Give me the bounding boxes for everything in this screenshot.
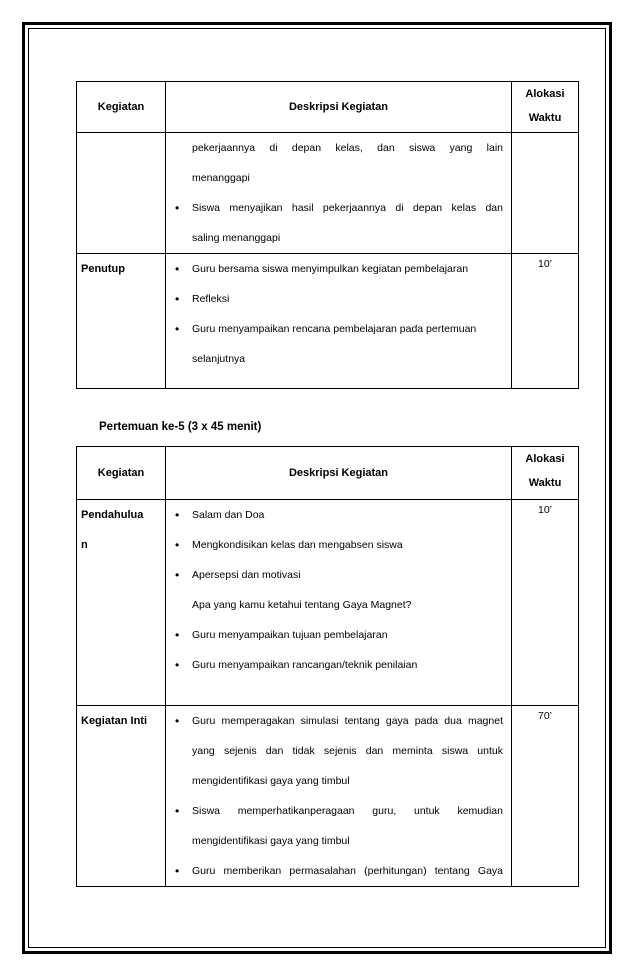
header-kegiatan: Kegiatan bbox=[77, 447, 166, 500]
header-deskripsi: Deskripsi Kegiatan bbox=[166, 82, 512, 133]
list-item: • Mengkondisikan kelas dan mengabsen siswa bbox=[166, 530, 511, 560]
activity-table-2 bbox=[76, 446, 579, 887]
kegiatan-cell: Kegiatan Inti bbox=[77, 706, 166, 887]
waktu-cell: 70’ bbox=[512, 706, 579, 887]
deskripsi-cell bbox=[166, 500, 512, 706]
header-kegiatan: Kegiatan bbox=[77, 82, 166, 133]
list-item: selanjutnya bbox=[192, 353, 246, 365]
waktu-cell: 10’ bbox=[512, 500, 579, 706]
list-item: • Apersepsi dan motivasi bbox=[166, 560, 511, 590]
header-alokasi: Alokasi Waktu bbox=[512, 447, 579, 500]
deskripsi-cell bbox=[166, 133, 512, 254]
list-item: • Refleksi bbox=[166, 284, 511, 314]
section-title: Pertemuan ke-5 (3 x 45 menit) bbox=[99, 421, 262, 433]
list-item: • Siswa memperhatikanperagaan guru, untuk kemudian bbox=[166, 796, 511, 826]
list-item: • Salam dan Doa bbox=[166, 500, 511, 530]
list-item: mengidentifikasi gaya yang timbul bbox=[192, 835, 350, 847]
kegiatan-cell-empty bbox=[77, 133, 166, 254]
list-item: • Guru bersama siswa menyimpulkan kegiatan pembelajaran bbox=[166, 254, 511, 284]
kegiatan-cell: Pendahulua n bbox=[77, 500, 166, 706]
deskripsi-cell bbox=[166, 706, 512, 887]
table-row-pendahuluan bbox=[77, 500, 579, 706]
waktu-cell-empty bbox=[512, 133, 579, 254]
kegiatan-cell: Penutup bbox=[77, 254, 166, 389]
list-item: • Guru memberikan permasalahan (perhitungan) tentang Gaya bbox=[166, 856, 511, 886]
list-item: menanggapi bbox=[192, 172, 250, 184]
table-row-penutup bbox=[77, 254, 579, 389]
list-item: • Siswa menyajikan hasil pekerjaannya di depan kelas dan bbox=[166, 193, 511, 223]
description-list bbox=[166, 254, 511, 374]
list-item: Apa yang kamu ketahui tentang Gaya Magnet? bbox=[192, 599, 412, 611]
table-row-inti bbox=[77, 706, 579, 887]
list-item: pekerjaannya di depan kelas, dan siswa yang lain bbox=[192, 142, 503, 154]
list-item: saling menanggapi bbox=[192, 232, 281, 244]
deskripsi-cell bbox=[166, 254, 512, 389]
list-item: yang sejenis dan tidak sejenis dan meminta siswa untuk bbox=[192, 745, 503, 757]
description-list bbox=[166, 133, 511, 253]
header-deskripsi: Deskripsi Kegiatan bbox=[166, 447, 512, 500]
list-item: • Guru menyampaikan rancangan/teknik penilaian bbox=[166, 650, 511, 680]
table-header-row bbox=[77, 82, 579, 133]
table-header-row bbox=[77, 447, 579, 500]
description-list bbox=[166, 706, 511, 886]
table-row bbox=[77, 133, 579, 254]
activity-table-1 bbox=[76, 81, 579, 389]
description-list bbox=[166, 500, 511, 680]
list-item: • Guru memperagakan simulasi tentang gaya pada dua magnet bbox=[166, 706, 511, 736]
waktu-cell: 10’ bbox=[512, 254, 579, 389]
list-item: • Guru menyampaikan tujuan pembelajaran bbox=[166, 620, 511, 650]
list-item: • Guru menyampaikan rencana pembelajaran pada pertemuan bbox=[166, 314, 511, 344]
header-alokasi: Alokasi Waktu bbox=[512, 82, 579, 133]
list-item: mengidentifikasi gaya yang timbul bbox=[192, 775, 350, 787]
